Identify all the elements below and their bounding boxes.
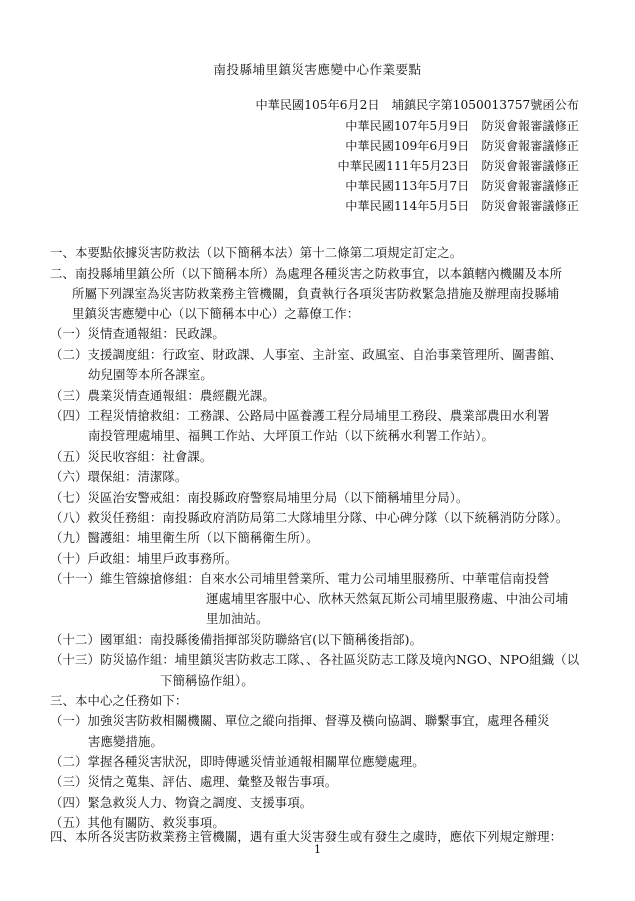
body-line: （二）支援調度組：行政室、財政課、人事室、主計室、政風室、自治事業管理所、圖書館、 (50, 347, 563, 362)
body-line: （七）災區治安警戒組：南投縣政府警察局埔里分局（以下簡稱埔里分局）。 (50, 490, 469, 505)
history-line: 中華民國107年5月9日 防災會報審議修正 (345, 119, 579, 133)
body-line: （四）工程災情搶救組：工務課、公路局中區養護工程分局埔里工務段、農業部農田水利署 (50, 408, 550, 423)
body-line: （五）災民收容組：社會課。 (50, 449, 213, 464)
body-line: 幼兒園等本所各課室。 (88, 367, 213, 382)
body-line: 里鎮災害應變中心（以下簡稱本中心）之幕僚工作： (72, 306, 360, 321)
body-line: （十三）防災協作組：埔里鎮災害防救志工隊、、各社區災防志工隊及境內NGO、NPO組織（以 (50, 652, 580, 667)
body-line: （一）加強災害防救相關機關、單位之縱向指揮、督導及橫向協調、聯繫事宜，處理各種災 (50, 713, 550, 728)
body-line: （九）醫護組：埔里衛生所（以下簡稱衛生所）。 (50, 530, 319, 545)
page-number: 1 (314, 843, 321, 856)
history-line: 中華民國111年5月23日 防災會報審議修正 (337, 159, 579, 173)
body-line: （六）環保組：清潔隊。 (50, 469, 188, 484)
body-line: （一）災情查通報組：民政課。 (50, 326, 225, 341)
body-line: 下簡稱協作組）。 (160, 673, 254, 688)
body-line: 所屬下列課室為災害防救業務主管機關，負責執行各項災害防救緊急措施及辦理南投縣埔 (72, 286, 560, 301)
body-line: 四、本所各災害防救業務主管機關，遇有重大災害發生或有發生之虞時，應依下列規定辦理： (50, 829, 563, 844)
body-line: 二、南投縣埔里鎮公所（以下簡稱本所）為處理各種災害之防救事宜，以本鎮轄內機關及本所 (50, 266, 563, 281)
body-line: （三）農業災情查通報組：農經觀光課。 (50, 388, 275, 403)
history-line: 中華民國109年6月9日 防災會報審議修正 (345, 139, 579, 153)
body-line: （五）其他有關防、救災事項。 (50, 815, 225, 830)
body-line: （十一）維生管線搶修組：自來水公司埔里營業所、電力公司埔里服務所、中華電信南投營 (50, 571, 550, 586)
body-line: 三、本中心之任務如下： (50, 693, 188, 708)
body-line: （八）救災任務組：南投縣政府消防局第二大隊埔里分隊、中心碑分隊（以下統稱消防分隊）。 (50, 510, 569, 525)
body-line: 南投管理處埔里、福興工作站、大坪頂工作站（以下統稱水利署工作站）。 (88, 428, 494, 443)
body-line: 一、本要點依據災害防救法（以下簡稱本法）第十二條第二項規定訂定之。 (50, 245, 463, 260)
body-line: 運處埔里客服中心、欣林天然氣瓦斯公司埔里服務處、中油公司埔 (206, 591, 569, 606)
body-line: 害應變措施。 (88, 734, 163, 749)
history-line: 中華民國114年5月5日 防災會報審議修正 (345, 199, 579, 213)
document-title: 南投縣埔里鎮災害應變中心作業要點 (213, 62, 422, 77)
body-line: （四）緊急救災人力、物資之調度、支援事項。 (50, 795, 313, 810)
body-line: （三）災情之蒐集、評估、處理、彙整及報告事項。 (50, 774, 338, 789)
history-line: 中華民國105年6月2日 埔鎮民字第1050013757號函公布 (255, 98, 579, 112)
body-line: （十）戶政組：埔里戶政事務所。 (50, 551, 238, 566)
body-line: （十二）國軍組：南投縣後備指揮部災防聯絡官(以下簡稱後指部)。 (50, 632, 423, 647)
body-line: （二）掌握各種災害狀況，即時傳遞災情並通報相關單位應變處理。 (50, 754, 425, 769)
body-line: 里加油站。 (206, 611, 269, 626)
history-line: 中華民國113年5月7日 防災會報審議修正 (345, 179, 579, 193)
